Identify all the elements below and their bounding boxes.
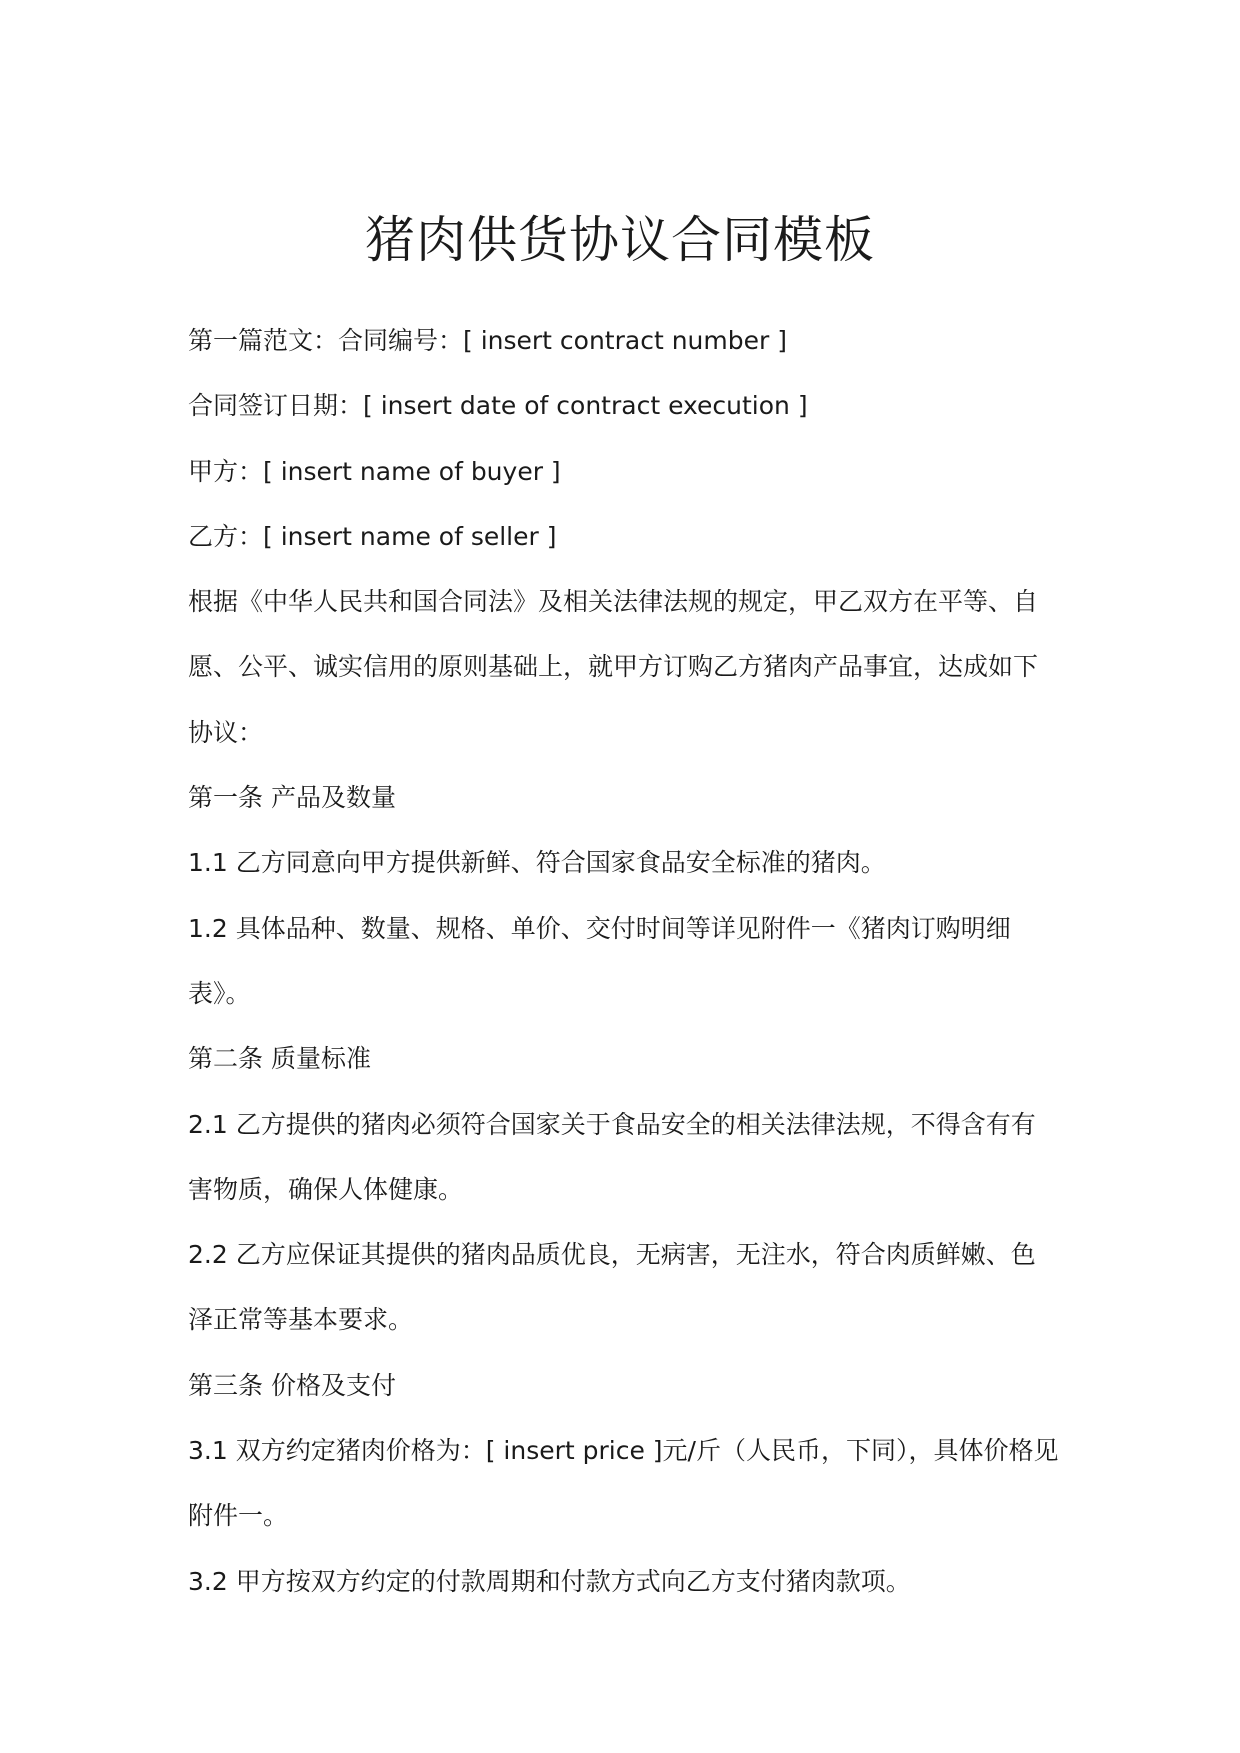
preamble-line-2: 愿、公平、诚实信用的原则基础上，就甲方订购乙方猪肉产品事宜，达成如下: [188, 652, 1039, 682]
article-3-heading: 第三条 价格及支付: [188, 1370, 396, 1400]
clause-3-1-line-2: 附件一。: [188, 1501, 289, 1531]
contract-number-line: 第一篇范文：合同编号：[ insert contract number ]: [188, 326, 787, 355]
article-2-heading: 第二条 质量标准: [188, 1044, 371, 1074]
preamble-line-1: 根据《中华人民共和国合同法》及相关法律法规的规定，甲乙双方在平等、自: [188, 587, 1039, 617]
article-1-heading: 第一条 产品及数量: [188, 783, 396, 813]
clause-2-2-line-2: 泽正常等基本要求。: [188, 1305, 414, 1335]
clause-1-2-line-1: 1.2 具体品种、数量、规格、单价、交付时间等详见附件一《猪肉订购明细: [188, 913, 1011, 943]
clause-2-1-line-2: 害物质，确保人体健康。: [188, 1174, 464, 1204]
contract-date-line: 合同签订日期：[ insert date of contract execution ]: [188, 391, 808, 421]
document-body: [188, 308, 1059, 1614]
preamble-line-3: 协议：: [188, 717, 264, 747]
clause-1-1: 1.1 乙方同意向甲方提供新鲜、符合国家食品安全标准的猪肉。: [188, 848, 886, 878]
clause-1-2-line-2: 表》。: [188, 978, 251, 1008]
document-title: 猪肉供货协议合同模板: [365, 211, 875, 269]
clause-2-1-line-1: 2.1 乙方提供的猪肉必须符合国家关于食品安全的相关法律法规，不得含有有: [188, 1109, 1036, 1139]
party-b-line: 乙方：[ insert name of seller ]: [188, 521, 557, 551]
clause-3-2: 3.2 甲方按双方约定的付款周期和付款方式向乙方支付猪肉款项。: [188, 1566, 911, 1596]
clause-3-1-line-1: 3.1 双方约定猪肉价格为：[ insert price ]元/斤（人民币，下同），具体价格见: [188, 1436, 1059, 1466]
clause-2-2-line-1: 2.2 乙方应保证其提供的猪肉品质优良，无病害，无注水，符合肉质鲜嫩、色: [188, 1240, 1036, 1270]
party-a-line: 甲方：[ insert name of buyer ]: [188, 456, 561, 486]
